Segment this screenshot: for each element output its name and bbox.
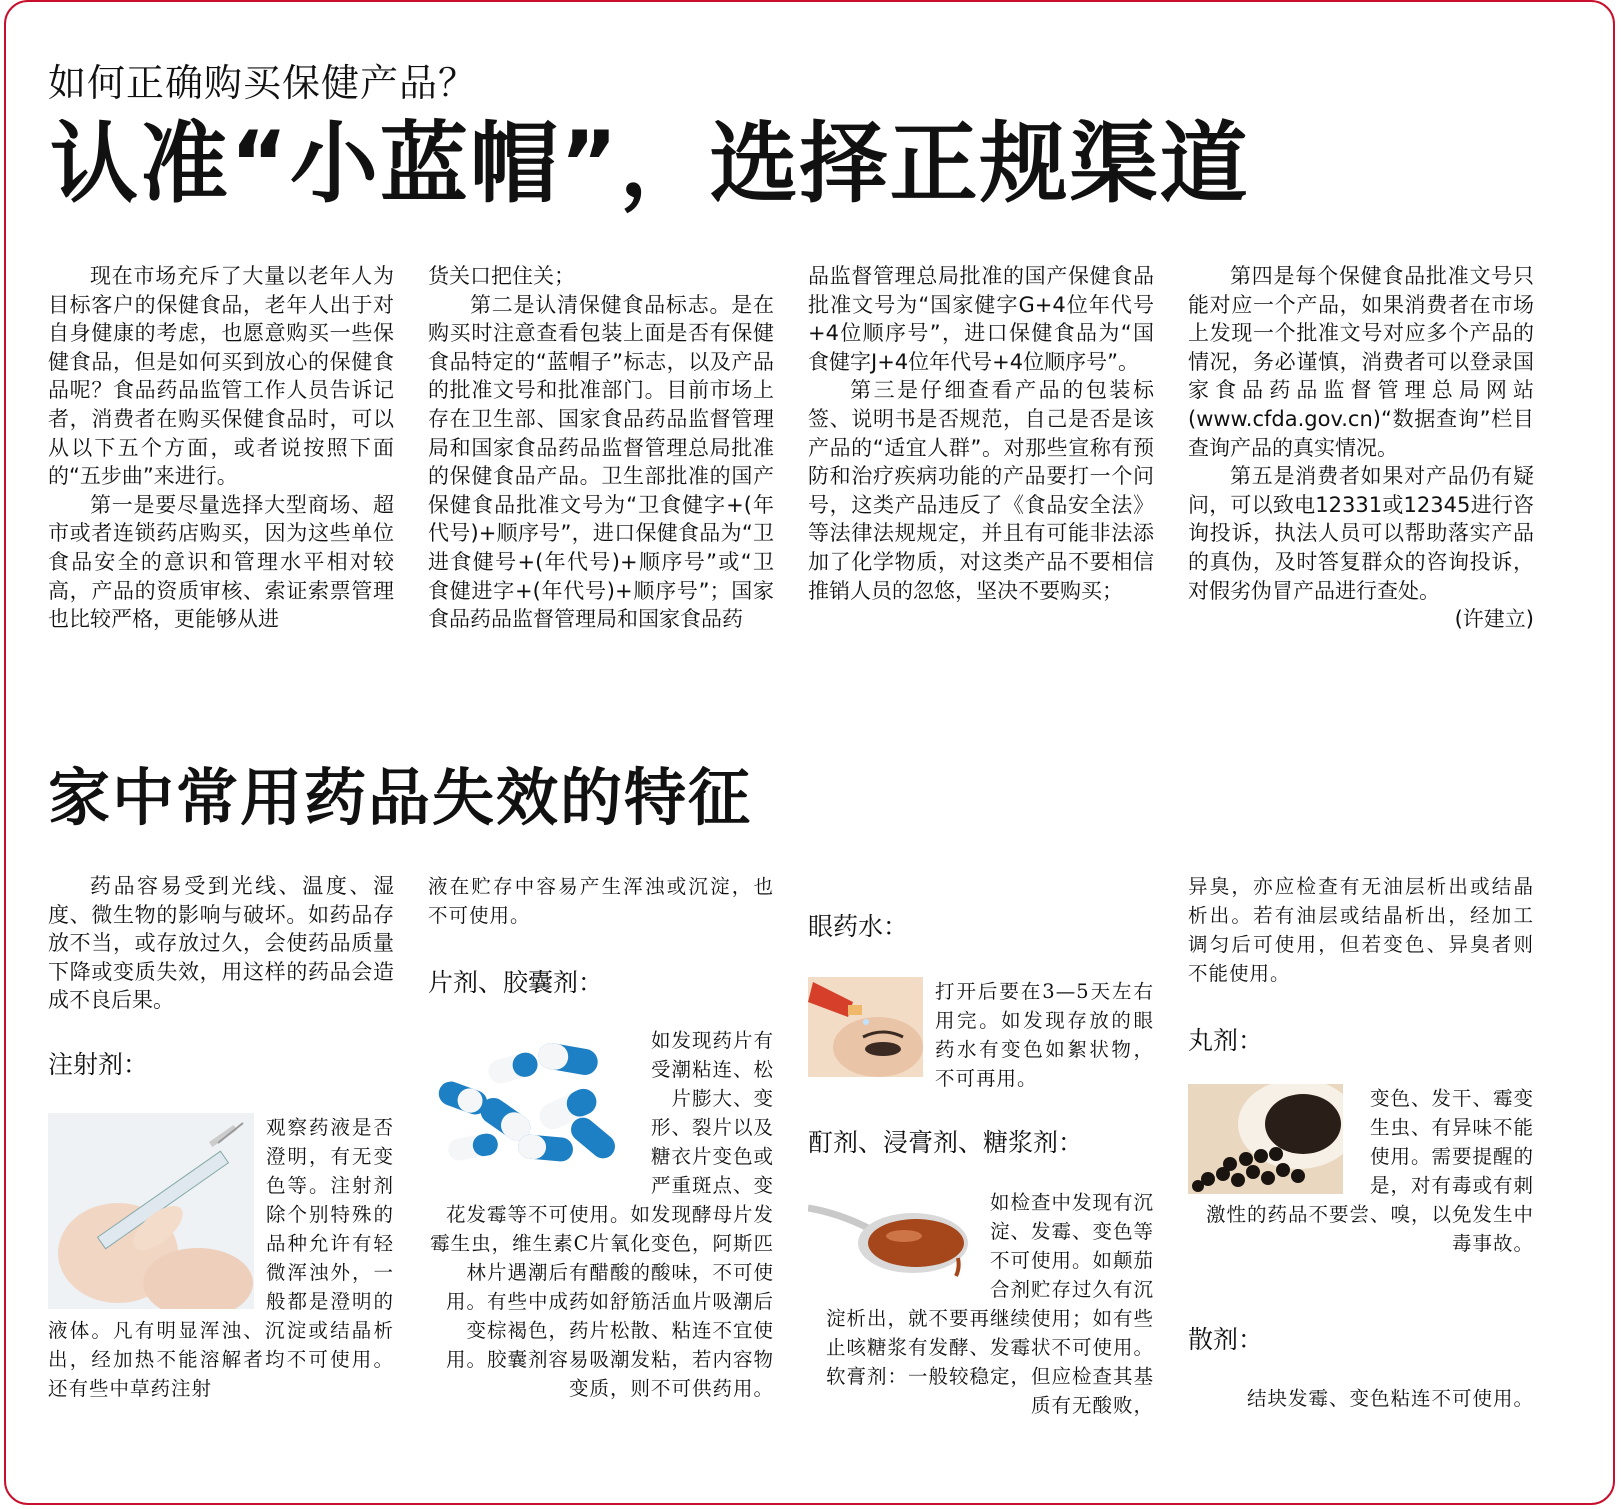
- article1-column-2: [428, 262, 774, 634]
- injection-title: 注射剂：: [48, 1050, 149, 1079]
- byline: (许建立): [1454, 607, 1534, 632]
- paragraph: 变色、发干、霉变生虫、有异味不能使用。需要提醒的是，对有毒或有刺激性的药品不要尝、嗅，以免发生中毒事故。: [1205, 1087, 1534, 1255]
- paragraph: 第五是消费者如果对产品仍有疑问，可以致电12331或12345进行咨询投诉，执法人员可以帮助落实产品的真伪，及时答复群众的咨询投诉，对假劣伪冒产品进行查处。: [1188, 464, 1534, 603]
- paragraph: 如发现药片有受潮粘连、松片膨大、变形、裂片以及糖衣片变色或严重斑点、变花发霉等不可使用。如发现酵母片发霉生虫，维生素C片氧化变色，阿斯匹林片遇潮后有醋酸的酸味，不可使用。有些中成药如舒筋活血片吸潮后变棕褐色，药片松散、粘连不宜使用。胶囊剂容易吸潮发粘，若内容物变质，则不可供药用。: [430, 1029, 774, 1400]
- article2-column-2-top: [428, 872, 774, 930]
- paragraph: 第三是仔细查看产品的包装标签、说明书是否规范，自己是否是该产品的“适宜人群”。对那些宣称有预防和治疗疾病功能的产品要打一个问号，这类产品违反了《食品安全法》等法律法规规定，并且有可能非法添加了化学物质，对这类产品不要相信推销人员的忽悠，坚决不要购买；: [808, 378, 1154, 603]
- paragraph: 液在贮存中容易产生浑浊或沉淀，也不可使用。: [428, 875, 774, 927]
- article2-column-4-top: [1188, 872, 1534, 988]
- eyedrops-title: 眼药水：: [808, 912, 909, 941]
- paragraph: 如检查中发现有沉淀、发霉、变色等不可使用。如颠茄合剂贮存过久有沉淀析出，就不要再继续使用；如有些止咳糖浆有发酵、发霉状不可使用。软膏剂：一般较稳定，但应检查其基质有无酸败，: [825, 1191, 1154, 1417]
- paragraph: 异臭，亦应检查有无油层析出或结晶析出。若有油层或结晶析出，经加工调匀后可使用，但若变色、异臭者则不能使用。: [1188, 875, 1534, 985]
- article1-column-1: [48, 262, 394, 634]
- article2-headline: 家中常用药品失效的特征: [48, 761, 753, 834]
- powder-section: [1188, 1384, 1534, 1413]
- paragraph: 第二是认清保健食品标志。是在购买时注意查看包装上面是否有保健食品特定的“蓝帽子”标志，以及产品的批准文号和批准部门。目前市场上存在卫生部、国家食品药品监督管理局和国家食品药品监督管理总局批准的保健食品产品。卫生部批准的国产保健食品批准文号为“卫食健字+(年代号)+顺序号”，进口保健食品为“卫进食健号+(年代号)+顺序号”或“卫食健进字+(年代号)+顺序号”；国家食品药品监督管理局和国家食品药: [428, 292, 774, 632]
- pills-title: 丸剂：: [1188, 1026, 1264, 1055]
- article1-column-3: [808, 262, 1154, 605]
- paragraph: 现在市场充斥了大量以老年人为目标客户的保健食品，老年人出于对自身健康的考虑，也愿意购买一些保健食品，但是如何买到放心的保健食品呢？食品药品监管工作人员告诉记者，消费者在购买保健食品时，可以从以下五个方面，或者说按照下面的“五步曲”来进行。: [48, 264, 394, 489]
- paragraph: 第四是每个保健食品批准文号只能对应一个产品，如果消费者在市场上发现一个批准文号对应多个产品的情况，务必谨慎，消费者可以登录国家食品药品监督管理总局网站(www.cfda.gov.cn)“数据查询”栏目查询产品的真实情况。: [1188, 264, 1534, 460]
- article1-kicker: 如何正确购买保健产品？: [48, 61, 478, 105]
- article1-column-4: [1188, 262, 1534, 634]
- paragraph: 品监督管理总局批准的国产保健食品批准文号为“国家健字G+4位年代号+4位顺序号”，进口保健食品为“国食健字J+4位年代号+4位顺序号”。: [808, 264, 1154, 374]
- tablets-section: [428, 1026, 774, 1403]
- paragraph: 第一是要尽量选择大型商场、超市或者连锁药店购买，因为这些单位食品安全的意识和管理水平相对较高，产品的资质审核、索证索票管理也比较严格，更能够从进: [48, 492, 394, 632]
- capsules-photo: [428, 1026, 630, 1176]
- tablets-title: 片剂、胶囊剂：: [428, 968, 604, 997]
- paragraph: 结块发霉、变色粘连不可使用。: [1246, 1387, 1534, 1410]
- paragraph: 货关口把住关；: [428, 264, 575, 288]
- tincture-title: 酊剂、浸膏剂、糖浆剂：: [808, 1128, 1084, 1157]
- pills-photo: [1188, 1084, 1343, 1194]
- injection-section: [48, 1113, 394, 1403]
- spoon-photo: [808, 1188, 968, 1278]
- syringe-photo: [48, 1113, 254, 1309]
- article1-headline: 认准“小蓝帽”，选择正规渠道: [50, 112, 1250, 215]
- paragraph: 打开后要在3—5天左右用完。如发现存放的眼药水有变色如絮状物，不可再用。: [935, 980, 1154, 1090]
- article2-intro: [48, 872, 394, 1015]
- paragraph: 药品容易受到光线、温度、湿度、微生物的影响与破坏。如药品存放不当，或存放过久，会使药品质量下降或变质失效，用这样的药品会造成不良后果。: [48, 874, 394, 1013]
- eyedrops-section: [808, 977, 1154, 1093]
- paragraph: 观察药液是否澄明，有无变色等。注射剂除个别特殊的品种允许有轻微浑浊外，一般都是澄明的液体。凡有明显浑浊、沉淀或结晶析出，经加热不能溶解者均不可使用。还有些中草药注射: [48, 1116, 394, 1400]
- powder-title: 散剂：: [1188, 1325, 1264, 1354]
- pills-section: [1188, 1084, 1534, 1258]
- eyedrop-photo: [808, 977, 923, 1077]
- tincture-section: [808, 1188, 1154, 1420]
